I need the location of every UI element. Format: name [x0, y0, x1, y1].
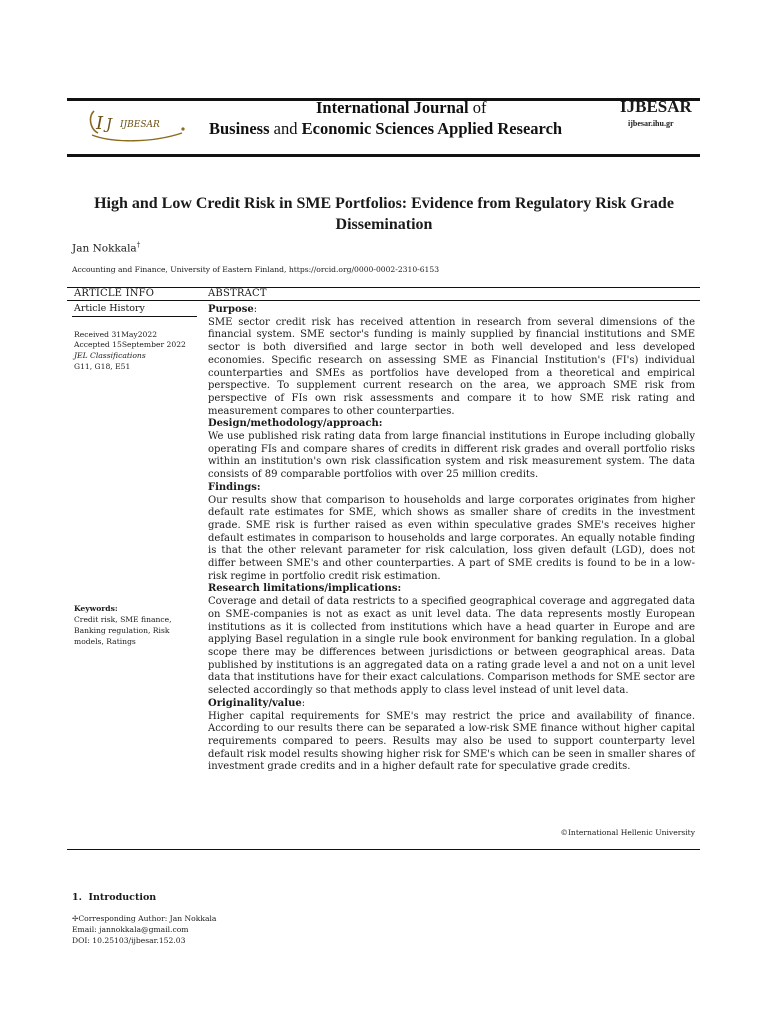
- journal-site: ijbesar.ihu.gr: [628, 119, 674, 128]
- keywords-line-1: Credit risk, SME finance,: [74, 615, 172, 624]
- corresponding-author: ✢Corresponding Author: Jan Nokkala: [72, 914, 217, 923]
- accepted-date: Accepted 15September 2022: [74, 340, 186, 349]
- section-introduction: [72, 892, 156, 903]
- article-title: High and Low Credit Risk in SME Portfolios: Evidence from Regulatory Risk Grade Dissemination: [94, 195, 674, 233]
- article-info-heading: ARTICLE INFO: [74, 288, 155, 299]
- affiliation: Accounting and Finance, University of Eastern Finland, https://orcid.org/0000-0002-2310-6153: [72, 265, 440, 274]
- author: [72, 241, 140, 255]
- jel-codes: G11, G18, E51: [74, 362, 131, 371]
- doi: DOI: 10.25103/ijbesar.152.03: [72, 936, 186, 945]
- abstract-purpose-text: SME sector credit risk has received attention in research from several dimensions of the financial system. SME sector's funding is mainly supplied by financial institutions and SME sector is both diversified and large sector in both well developed and less developed economies. Specific research on assessing SME as Financial Institution's (FI's) individual counterparties and SMEs as portfolios have developed from a theoretical and empirical perspective. To supplement current research on the area, we approach SME risk from perspective of FIs own risk assessments and compare it to how SME risk rating and measurement compares to other counterparties.: [208, 316, 695, 417]
- received-date: Received 31May2022: [74, 330, 158, 339]
- abstract-limitations-text: Coverage and detail of data restricts to a specified geographical coverage and aggregated data on SME-companies is not as exact as unit level data. The data represents mostly European institutions as it is collected from institutions which have a head quarter in Europe and are applying Basel regulation in a single rule book environment for banking regulation. In a global scope there may be differences between jurisdictions or between geographical areas. Data published by institutions is an aggregated data on a rating grade level a and not on a unit level data that institutions have for their exact calculations. Comparison methods for SME sector are selected accordingly so that methods apply to class level instead of unit level data.: [208, 596, 695, 697]
- keywords-line-3: models, Ratings: [74, 637, 136, 646]
- keywords-label: Keywords:: [74, 604, 118, 613]
- svg-text:I: I: [96, 113, 104, 134]
- journal-name-line1: [316, 98, 487, 118]
- author-name: Jan Nokkala: [72, 242, 137, 255]
- journal-name-econ: Economic Sciences Applied Research: [301, 119, 563, 138]
- journal-name-business: Business: [209, 119, 270, 138]
- abstract-originality-text: Higher capital requirements for SME's may restrict the price and availability of finance. According to our results there can be separated a low-risk SME finance without higher capital requirements compared to peers. Results may also be used to support counterparty level default risk model results showing higher risk for SME's which can be seen in smaller shares of investment grade credits and in a higher default rate for speculative grade credits.: [208, 710, 695, 773]
- abstract-purpose-heading: Purpose:: [208, 304, 258, 315]
- info-mid-rule: [67, 300, 700, 301]
- article-history-label: Article History: [74, 303, 145, 314]
- article-history-rule: [72, 316, 197, 317]
- copyright: ©International Hellenic University: [560, 828, 695, 837]
- abstract-originality-heading: Originality/value:: [208, 697, 306, 709]
- abstract-findings-heading: Findings:: [208, 481, 261, 493]
- abstract-findings-text: Our results show that comparison to households and large corporates originates from higher default rate estimates for SME, which shows as smaller share of credits in the investment grade. SME risk is further raised as even within speculative grades SME's receives higher default estimates in comparison to households and large corporates. An equally notable finding is that the other relevant parameter for risk calculation, loss given default (LGD), does not differ between SME's and other counterparties. A part of SME credits is found to be in a low-risk regime in portfolio credit risk estimation.: [208, 494, 695, 582]
- jel-label: JEL Classifications: [74, 351, 146, 360]
- abstract-heading: ABSTRACT: [208, 288, 267, 299]
- section-number: 1.: [72, 892, 82, 903]
- info-bottom-rule: [67, 849, 700, 850]
- svg-text:J: J: [106, 115, 113, 133]
- abstract-design-heading: Design/methodology/approach:: [208, 418, 383, 430]
- author-mark: †: [136, 241, 141, 249]
- journal-logo: [82, 103, 192, 145]
- header-bottom-rule: [67, 154, 700, 157]
- logo-text: IJBESAR: [120, 120, 160, 130]
- journal-name-of: of: [468, 98, 487, 117]
- journal-brand: IJBESAR: [620, 97, 692, 116]
- section-title: Introduction: [88, 892, 157, 903]
- abstract-body: [208, 304, 695, 774]
- info-top-rule: [67, 287, 700, 288]
- abstract-limitations-heading: Research limitations/implications:: [208, 583, 402, 595]
- author-email: Email: jannokkala@gmail.com: [72, 925, 189, 934]
- journal-name-and: and: [269, 119, 302, 138]
- abstract-design-text: We use published risk rating data from large financial institutions in Europe including globally operating FIs and compare shares of credits in different risk grades and overall portfolio risks within an institution's own risk classification system and risk measurement system. The data consists of 89 comparable portfolios with over 25 million credits.: [208, 431, 695, 481]
- journal-name-bold: International Journal: [316, 98, 469, 117]
- keywords-line-2: Banking regulation, Risk: [74, 626, 170, 635]
- journal-name-line2: [209, 119, 562, 139]
